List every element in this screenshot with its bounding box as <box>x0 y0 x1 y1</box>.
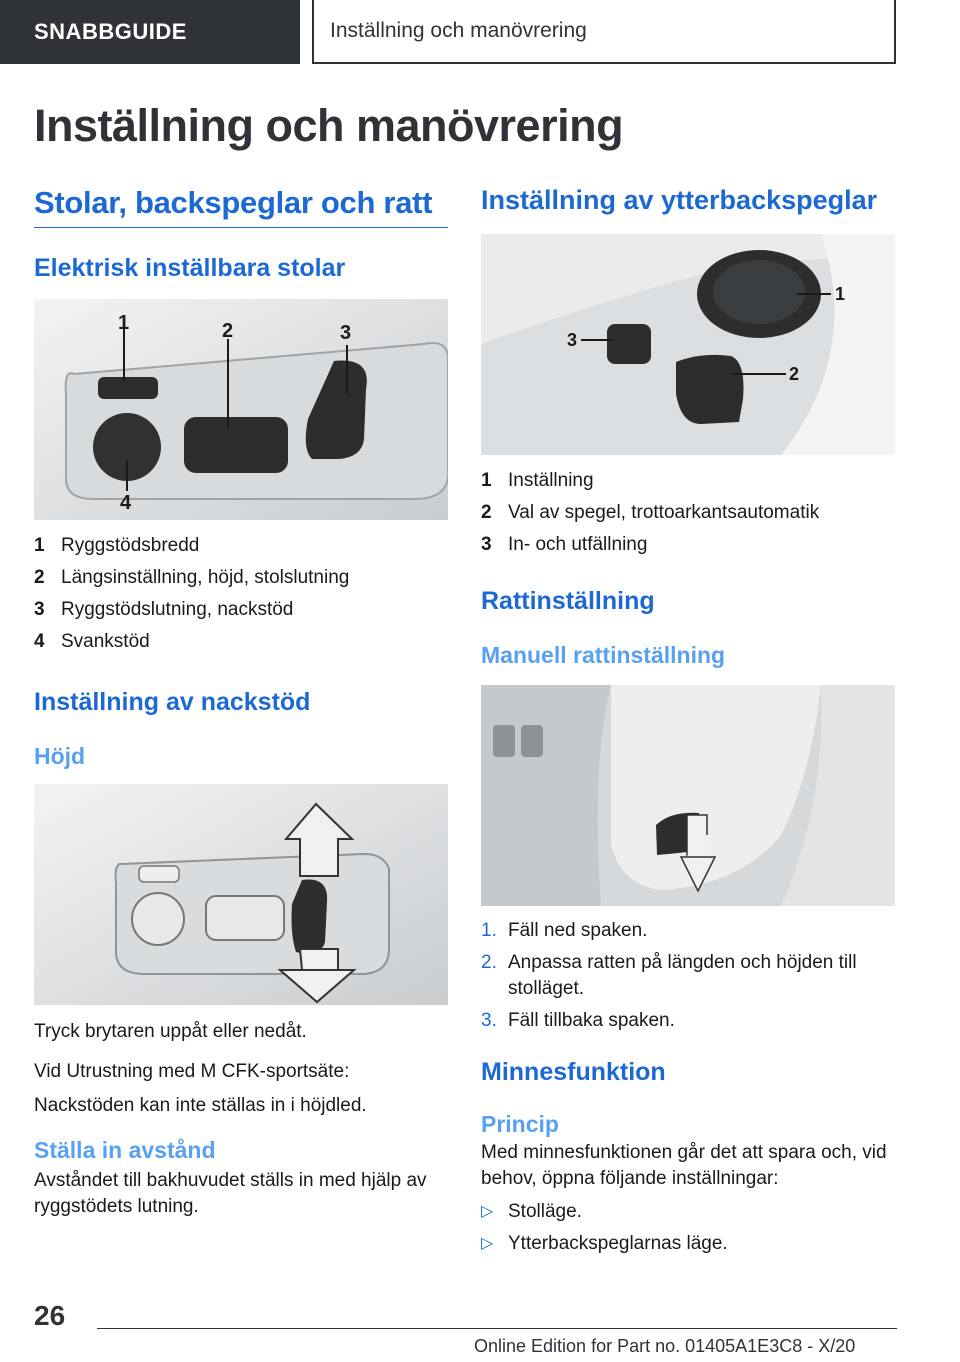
memory-text: Med minnesfunktionen går det att spara och, vid behov, öppna följande inställningar: <box>481 1142 887 1189</box>
mirror-callout-2: 2 <box>789 364 800 384</box>
list-item: 1 Ryggstödsbredd <box>34 535 200 556</box>
left-column <box>34 185 448 1220</box>
list-item: 2. Anpassa ratten på längden och höjden till stolläget. <box>481 952 857 999</box>
manual-steering-heading: Manuell rattinställning <box>481 642 726 668</box>
principle-heading: Princip <box>481 1111 559 1137</box>
list-item: 2 Val av spegel, trottoarkantsautomatik <box>481 502 820 523</box>
steering-heading: Rattinställning <box>481 587 655 615</box>
list-item: 3 In- och utfällning <box>481 534 648 555</box>
steering-steps <box>481 918 895 1034</box>
headrest-restriction: Nackstöden kan inte ställas in i höjdled. <box>34 1095 367 1116</box>
triangle-bullet-icon: ▷ <box>481 1235 494 1252</box>
mirrors-heading: Inställning av ytterbackspeglar <box>481 185 878 215</box>
callout-1: 1 <box>118 312 130 334</box>
list-item: ▷ Stolläge. <box>481 1196 895 1228</box>
callout-3: 3 <box>340 322 352 344</box>
list-item: 3 Ryggstödslutning, nackstöd <box>34 599 294 620</box>
headrest-instruction: Tryck brytaren uppåt eller nedåt. <box>34 1021 307 1042</box>
list-item: 4 Svankstöd <box>34 631 150 652</box>
mirror-callout-3: 3 <box>567 330 578 350</box>
headrest-switch-image <box>34 784 448 1005</box>
list-item: ▷ Ytterbackspeglarnas läge. <box>481 1228 895 1260</box>
right-column <box>481 185 895 1260</box>
section-title: Stolar, backspeglar och ratt <box>34 185 448 228</box>
distance-text: Avståndet till bakhuvudet ställs in med hjälp av ryggstödets lutning. <box>34 1170 427 1217</box>
edition-text: Online Edition for Part no. 01405A1E3C8 - X/20 <box>474 1336 856 1356</box>
steering-lever-image <box>481 685 895 906</box>
seats-heading: Elektrisk inställbara stolar <box>34 254 346 282</box>
seat-legend <box>34 530 448 658</box>
page-header <box>0 0 960 66</box>
footer-divider <box>97 1328 897 1329</box>
chapter-tab: Inställning och manövrering <box>312 0 896 64</box>
list-item: 2 Längsinställning, höjd, stolslutning <box>34 567 350 588</box>
distance-heading: Ställa in avstånd <box>34 1137 216 1163</box>
list-item: 3. Fäll tillbaka spaken. <box>481 1010 675 1031</box>
headrest-equipment-note: Vid Utrustning med M CFK-sportsäte: <box>34 1061 350 1082</box>
height-heading: Höjd <box>34 743 86 769</box>
list-item: 1. Fäll ned spaken. <box>481 920 648 941</box>
headrest-heading: Inställning av nackstöd <box>34 688 311 716</box>
mirror-controls-image <box>481 234 895 455</box>
memory-heading: Minnesfunktion <box>481 1058 666 1086</box>
triangle-bullet-icon: ▷ <box>481 1203 494 1220</box>
list-item: 1 Inställning <box>481 470 594 491</box>
section-tab: SNABBGUIDE <box>0 0 300 64</box>
callout-4: 4 <box>120 492 132 514</box>
seat-controls-image <box>34 299 448 520</box>
mirror-callout-1: 1 <box>835 284 846 304</box>
mirror-legend <box>481 465 895 561</box>
page-number: 26 <box>34 1300 66 1331</box>
memory-bullets <box>481 1196 895 1260</box>
callout-2: 2 <box>222 320 234 342</box>
page-title: Inställning och manövrering <box>34 100 624 151</box>
